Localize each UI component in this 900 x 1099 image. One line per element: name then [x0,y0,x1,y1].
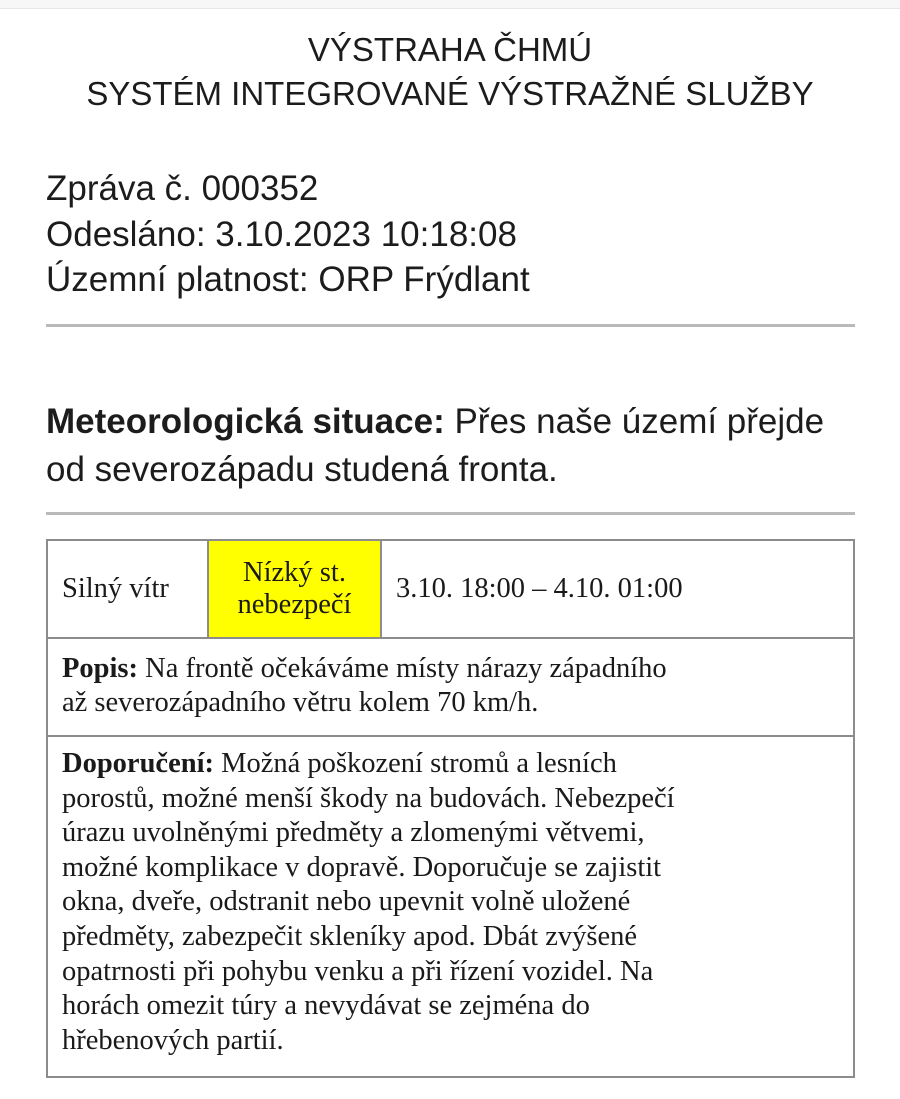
header-title: VÝSTRAHA ČHMÚ [307,31,593,68]
divider [46,324,855,327]
warning-type: Silný vítr [48,541,209,637]
sent-timestamp: Odesláno: 3.10.2023 10:18:08 [46,214,517,254]
situation-text: Přes naše území přejde od severozápadu studená fronta. [46,402,825,489]
meteorological-situation [46,398,866,494]
recommendation-line: možné komplikace v dopravě. Doporučuje se zajistit [62,851,662,883]
alert-header [0,28,900,116]
top-edge [0,0,900,9]
description-label: Popis: [62,653,139,684]
warning-level-badge [209,541,382,637]
warning-description [48,639,853,737]
warning-level-line2: nebezpečí [237,589,352,620]
description-text-line1: Na frontě očekáváme místy nárazy západního [138,653,667,684]
divider [46,512,855,515]
warning-time-range: 3.10. 18:00 – 4.10. 01:00 [396,573,683,604]
recommendation-line: hřebenových partií. [62,1024,284,1056]
recommendation-line: předměty, zabezpečit skleníky apod. Dbát zvýšené [62,920,638,952]
recommendation-line: úrazu uvolněnými předměty a zlomenými větvemi, [62,817,645,849]
recommendation-line: okna, dveře, odstranit nebo upevnit volně uložené [62,886,631,918]
recommendation-line: opatrnosti při pohybu venku a při řízení vozidel. Na [62,955,654,987]
recommendation-line: horách omezit túry a nevydávat se zejména do [62,990,590,1022]
recommendation-line: Možná poškození stromů a lesních [214,748,617,779]
message-meta [46,166,530,303]
recommendation-label: Doporučení: [62,748,214,779]
recommendation-line: porostů, možné menší škody na budovách. Nebezpečí [62,782,675,814]
message-number: Zpráva č. 000352 [46,169,319,208]
warning-table [46,539,855,1078]
situation-label: Meteorologická situace: [46,402,445,441]
warning-summary-row [48,541,853,639]
warning-level-line1: Nízký st. [243,557,346,588]
territory-validity: Územní platnost: ORP Frýdlant [46,260,530,299]
description-text-line2: až severozápadního větru kolem 70 km/h. [62,687,539,718]
warning-recommendation [48,737,853,1076]
header-subtitle: SYSTÉM INTEGROVANÉ VÝSTRAŽNÉ SLUŽBY [86,75,814,112]
